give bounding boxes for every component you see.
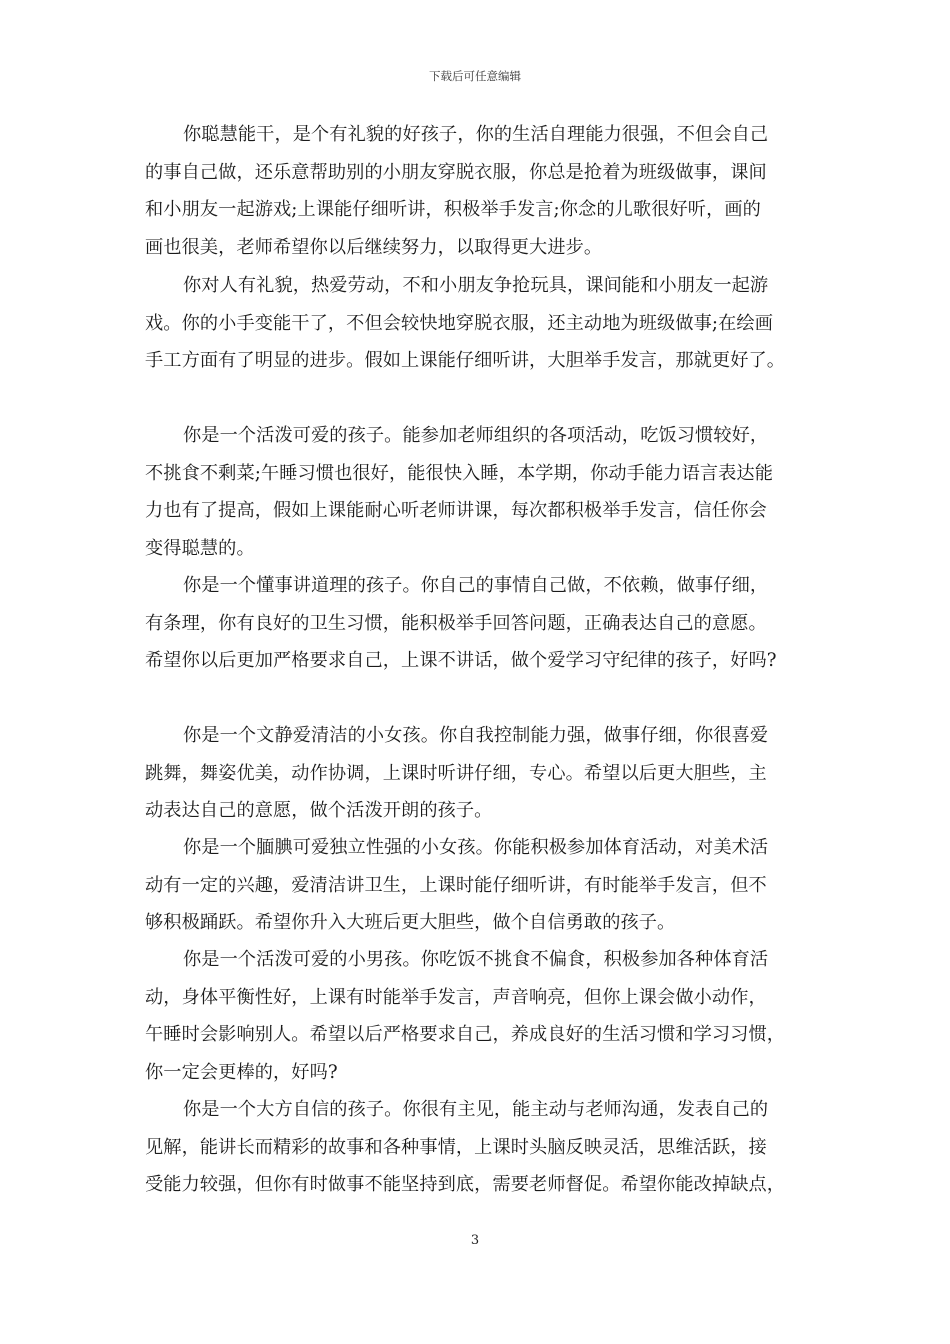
paragraph-line: 你是一个活泼可爱的小男孩。你吃饭不挑食不偏食，积极参加各种体育活 <box>183 949 769 970</box>
comment-paragraph <box>145 567 825 680</box>
paragraph-line: 够积极踊跃。希望你升入大班后更大胆些，做个自信勇敢的孩子。 <box>145 912 676 933</box>
comment-paragraph <box>145 941 825 1091</box>
paragraph-line: 你聪慧能干，是个有礼貌的好孩子，你的生活自理能力很强，不但会自己 <box>183 124 769 145</box>
comment-paragraph <box>145 717 825 830</box>
paragraph-line: 力也有了提高，假如上课能耐心听老师讲课，每次都积极举手发言，信任你会 <box>145 500 767 521</box>
page-header: 下载后可任意编辑 <box>429 69 521 83</box>
paragraph-line: 受能力较强，但你有时做事不能坚持到底，需要老师督促。希望你能改掉缺点， <box>145 1174 786 1195</box>
paragraph-line: 希望你以后更加严格要求自己，上课不讲话，做个爱学习守纪律的孩子，好吗? <box>145 650 777 671</box>
paragraph-line: 戏。你的小手变能干了，不但会较快地穿脱衣服，还主动地为班级做事;在绘画 <box>145 312 774 334</box>
paragraph-line: 你是一个懂事讲道理的孩子。你自己的事情自己做，不依赖，做事仔细， <box>183 575 769 596</box>
paragraph-line: 你对人有礼貌，热爱劳动，不和小朋友争抢玩具，课间能和小朋友一起游 <box>183 275 769 296</box>
paragraph-line: 跳舞，舞姿优美，动作协调，上课时听讲仔细，专心。希望以后更大胆些，主 <box>145 762 767 784</box>
paragraph-line: 午睡时会影响别人。希望以后严格要求自己，养成良好的生活习惯和学习习惯， <box>145 1024 786 1045</box>
comment-paragraph <box>145 267 825 380</box>
paragraph-line: 有条理，你有良好的卫生习惯，能积极举手回答问题，正确表达自己的意愿。 <box>145 612 767 634</box>
paragraph-line: 动，身体平衡性好，上课有时能举手发言，声音响亮，但你上课会做小动作， <box>145 986 767 1008</box>
comment-paragraph <box>145 829 825 942</box>
paragraph-line: 手工方面有了明显的进步。假如上课能仔细听讲，大胆举手发言，那就更好了。 <box>145 350 786 371</box>
paragraph-line: 你是一个活泼可爱的孩子。能参加老师组织的各项活动，吃饭习惯较好， <box>183 425 769 446</box>
paragraph-line: 你是一个大方自信的孩子。你很有主见，能主动与老师沟通，发表自己的 <box>183 1099 769 1120</box>
paragraph-line: 动表达自己的意愿，做个活泼开朗的孩子。 <box>145 800 493 821</box>
paragraph-line: 你是一个腼腆可爱独立性强的小女孩。你能积极参加体育活动，对美术活 <box>183 837 769 858</box>
paragraph-line: 你是一个文静爱清洁的小女孩。你自我控制能力强，做事仔细，你很喜爱 <box>183 725 769 746</box>
paragraph-line: 动有一定的兴趣，爱清洁讲卫生，上课时能仔细听讲，有时能举手发言，但不 <box>145 874 767 896</box>
page-number: 3 <box>470 1233 480 1248</box>
paragraph-line: 和小朋友一起游戏;上课能仔细听讲，积极举手发言;你念的儿歌很好听，画的 <box>145 199 761 220</box>
paragraph-line: 不挑食不剩菜;午睡习惯也很好，能很快入睡，本学期，你动手能力语言表达能 <box>145 462 774 484</box>
comment-paragraph <box>145 1091 825 1204</box>
paragraph-line: 的事自己做，还乐意帮助别的小朋友穿脱衣服，你总是抢着为班级做事，课间 <box>145 161 767 183</box>
paragraph-line: 画也很美，老师希望你以后继续努力，以取得更大进步。 <box>145 236 603 258</box>
paragraph-line: 见解，能讲长而精彩的故事和各种事情，上课时头脑反映灵活，思维活跃，接 <box>145 1136 767 1158</box>
comment-paragraph <box>145 116 825 266</box>
paragraph-line: 你一定会更棒的，好吗? <box>145 1061 338 1083</box>
paragraph-line: 变得聪慧的。 <box>145 537 255 559</box>
comment-paragraph <box>145 417 825 567</box>
